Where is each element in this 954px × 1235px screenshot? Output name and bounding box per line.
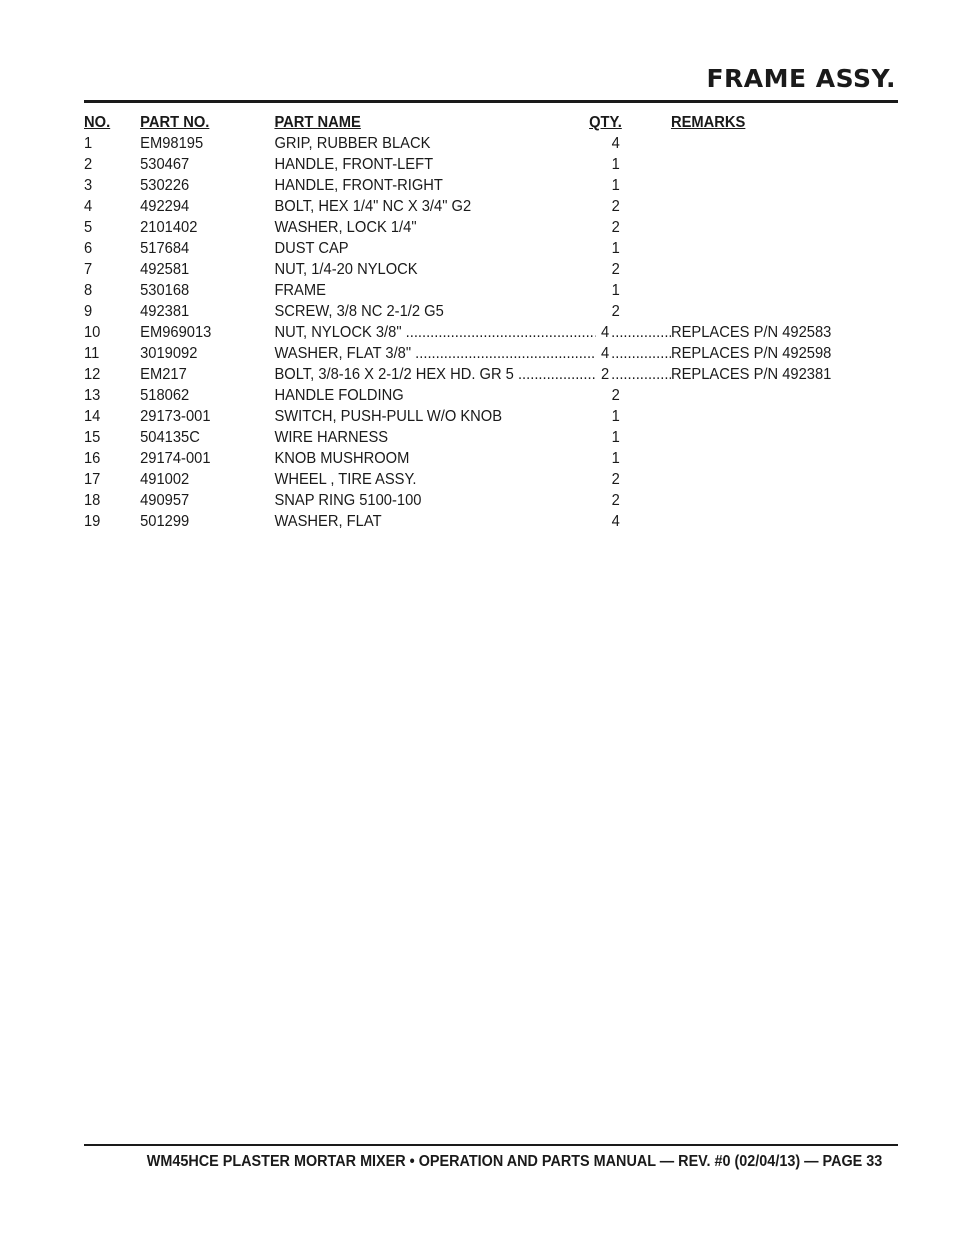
part-no-cell: 492581	[140, 261, 190, 278]
qty-cell: 1	[611, 156, 620, 173]
part-name-cell: SWITCH, PUSH-PULL W/O KNOB	[274, 408, 503, 425]
part-no-cell: EM217	[140, 366, 187, 383]
table-row	[84, 385, 811, 406]
part-no-cell: 504135C	[140, 429, 200, 446]
qty-cell: 4	[601, 345, 610, 362]
table-row	[84, 427, 811, 448]
page-footer: WM45HCE PLASTER MORTAR MIXER • OPERATION AND PARTS MANUAL — REV. #0 (02/04/13) — PAGE 33	[146, 1153, 882, 1170]
table-row	[84, 280, 811, 301]
part-name-cell: KNOB MUSHROOM	[274, 450, 410, 467]
part-number-index: 9	[84, 303, 93, 320]
table-row	[84, 217, 811, 238]
part-no-cell: 530226	[140, 177, 190, 194]
qty-cell: 1	[611, 408, 620, 425]
header-qty: QTY.	[589, 114, 622, 131]
part-number-index: 1	[84, 135, 93, 152]
part-number-index: 3	[84, 177, 93, 194]
qty-cell: 2	[611, 492, 620, 509]
qty-cell: 1	[611, 450, 620, 467]
part-name-cell: BOLT, 3/8-16 X 2-1/2 HEX HD. GR 5 .....	[274, 364, 595, 385]
qty-cell: 4	[611, 135, 620, 152]
part-no-cell: 491002	[140, 471, 190, 488]
part-number-index: 19	[84, 513, 101, 530]
table-row	[84, 490, 811, 511]
part-no-cell: 29174-001	[140, 450, 211, 467]
part-no-cell: 3019092	[140, 345, 198, 362]
part-number-index: 14	[84, 408, 101, 425]
header-part-no: PART NO.	[140, 114, 210, 131]
part-number-index: 10	[84, 324, 101, 341]
part-name-cell: WIRE HARNESS	[274, 429, 389, 446]
table-row	[84, 406, 811, 427]
part-number-index: 11	[84, 345, 100, 362]
part-number-index: 13	[84, 387, 101, 404]
part-no-cell: 518062	[140, 387, 190, 404]
part-no-cell: 530168	[140, 282, 190, 299]
part-number-index: 8	[84, 282, 93, 299]
part-number-index: 12	[84, 366, 101, 383]
part-number-index: 5	[84, 219, 93, 236]
part-no-cell: 29173-001	[140, 408, 211, 425]
page-title: FRAME ASSY.	[706, 64, 896, 93]
part-no-cell: 490957	[140, 492, 190, 509]
qty-cell: 2	[611, 303, 620, 320]
part-number-index: 16	[84, 450, 101, 467]
dot-leader	[611, 364, 671, 385]
title-divider	[84, 100, 898, 103]
remarks-cell: REPLACES P/N 492598	[670, 345, 832, 362]
table-row	[84, 196, 811, 217]
parts-table	[84, 112, 832, 532]
part-number-index: 2	[84, 156, 93, 173]
remarks-cell: REPLACES P/N 492381	[670, 366, 832, 383]
qty-cell: 1	[611, 429, 620, 446]
part-no-cell: 517684	[140, 240, 190, 257]
qty-cell: 4	[601, 324, 610, 341]
qty-cell: 1	[611, 177, 620, 194]
qty-cell: 2	[611, 219, 620, 236]
part-no-cell: 530467	[140, 156, 190, 173]
part-name-cell: NUT, NYLOCK 3/8" .....	[274, 322, 595, 343]
table-row	[84, 175, 811, 196]
table-row	[84, 259, 811, 280]
remarks-cell: REPLACES P/N 492583	[670, 324, 832, 341]
part-number-index: 18	[84, 492, 101, 509]
part-name-cell: WASHER, FLAT 3/8" .....	[274, 343, 595, 364]
part-name-cell: HANDLE FOLDING	[274, 387, 404, 404]
part-name-cell: SCREW, 3/8 NC 2-1/2 G5	[274, 303, 444, 320]
part-no-cell: EM98195	[140, 135, 204, 152]
part-name-cell: SNAP RING 5100-100	[274, 492, 422, 509]
table-row	[84, 343, 832, 364]
qty-cell: 2	[611, 387, 620, 404]
qty-cell: 2	[601, 366, 610, 383]
table-row	[84, 469, 811, 490]
dot-leader	[611, 322, 671, 343]
qty-cell: 2	[611, 261, 620, 278]
part-name-cell: WASHER, LOCK 1/4"	[274, 219, 417, 236]
qty-cell: 2	[611, 471, 620, 488]
table-row	[84, 448, 811, 469]
qty-cell: 2	[611, 198, 620, 215]
table-row	[84, 301, 811, 322]
part-no-cell: EM969013	[140, 324, 212, 341]
part-name-cell: NUT, 1/4-20 NYLOCK	[274, 261, 418, 278]
table-row	[84, 154, 811, 175]
part-name-cell: HANDLE, FRONT-LEFT	[274, 156, 434, 173]
part-no-cell: 492381	[140, 303, 190, 320]
part-no-cell: 492294	[140, 198, 190, 215]
header-remarks: REMARKS	[670, 114, 746, 131]
table-row	[84, 322, 832, 343]
table-row	[84, 364, 832, 385]
part-name-cell: WASHER, FLAT	[274, 513, 382, 530]
part-name-cell: DUST CAP	[274, 240, 349, 257]
qty-cell: 1	[611, 282, 620, 299]
part-name-cell: GRIP, RUBBER BLACK	[274, 135, 431, 152]
header-part-name: PART NAME	[274, 114, 361, 131]
part-name-cell: FRAME	[274, 282, 326, 299]
dot-leader	[611, 343, 671, 364]
table-header-row	[84, 112, 811, 133]
part-number-index: 7	[84, 261, 93, 278]
part-number-index: 17	[84, 471, 101, 488]
header-no: NO.	[84, 114, 111, 131]
part-name-cell: BOLT, HEX 1/4" NC X 3/4" G2	[274, 198, 472, 215]
qty-cell: 4	[611, 513, 620, 530]
part-no-cell: 501299	[140, 513, 190, 530]
qty-cell: 1	[611, 240, 620, 257]
part-name-cell: WHEEL , TIRE ASSY.	[274, 471, 417, 488]
part-number-index: 15	[84, 429, 101, 446]
part-no-cell: 2101402	[140, 219, 198, 236]
table-row	[84, 133, 811, 154]
footer-divider	[84, 1144, 898, 1146]
table-row	[84, 238, 811, 259]
part-number-index: 4	[84, 198, 93, 215]
part-number-index: 6	[84, 240, 93, 257]
part-name-cell: HANDLE, FRONT-RIGHT	[274, 177, 443, 194]
table-row	[84, 511, 811, 532]
